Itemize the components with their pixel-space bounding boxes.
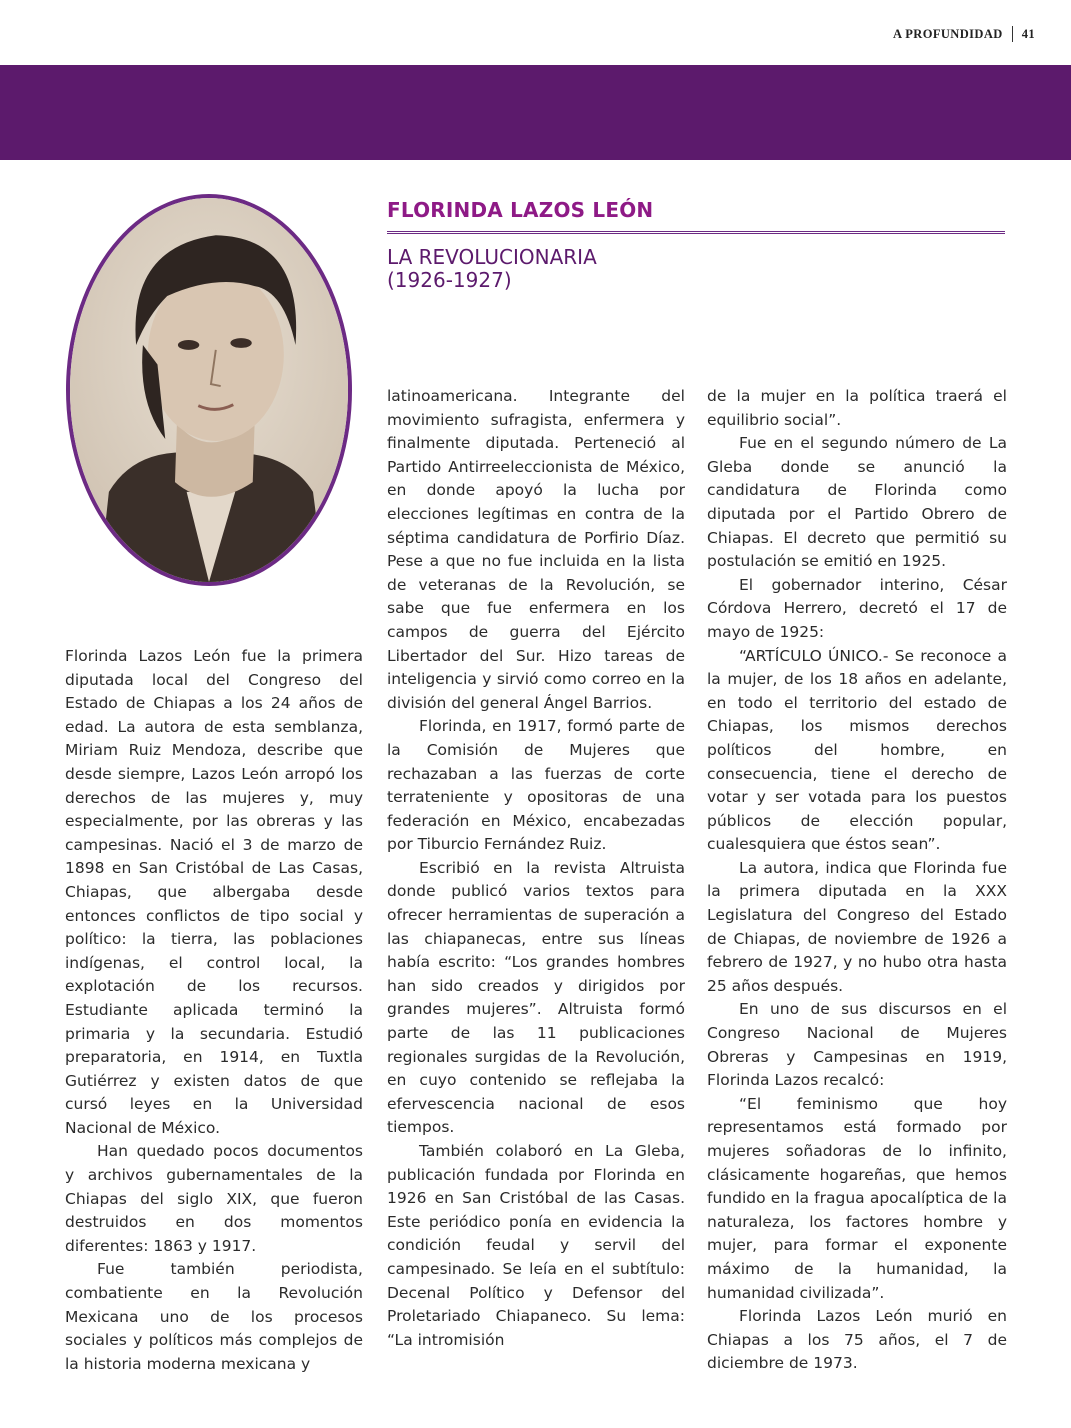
paragraph: Fue también periodista, combatiente en la Revolución Mexicana uno de los procesos sociales y políticos más complejos de la historia moderna mexicana y — [65, 1260, 363, 1373]
text-column-3 — [707, 385, 1007, 1376]
paragraph: Florinda, en 1917, formó parte de la Comisión de Mujeres que rechazaban a las fuerzas de corte terrateniente y opositoras de una federación en México, encabezadas por Tiburcio Fernández Ruiz. — [387, 717, 685, 854]
article-subtitle — [387, 246, 787, 292]
paragraph: de la mujer en la política traerá el equilibrio social”. — [707, 387, 1007, 429]
running-head — [893, 26, 1035, 42]
header-divider — [1012, 26, 1013, 42]
paragraph: La autora, indica que Florinda fue la primera diputada en la XXX Legislatura del Congreso del Estado de Chiapas, de noviembre de 1926 a febrero de 1927, y no hubo otra hasta 25 años después. — [707, 858, 1007, 995]
page-number: 41 — [1021, 26, 1035, 41]
paragraph: En uno de sus discursos en el Congreso Nacional de Mujeres Obreras y Campesinas en 1919, Florinda Lazos recalcó: — [707, 1000, 1007, 1090]
paragraph: “ARTÍCULO ÚNICO.- Se reconoce a la mujer, de los 18 años en adelante, en todo el territorio del estado de Chiapas, los mismos derechos políticos del hombre, en consecuencia, tiene el derecho de votar y ser votada para los puestos públicos de elección popular, cualesquiera que éstos sean”. — [707, 646, 1007, 854]
paragraph: latinoamericana. Integrante del movimiento sufragista, enfermera y finalmente diputada. Perteneció al Partido Antirreeleccionista de México, en donde apoyó la lucha por elecciones legítimas en contra de la séptima candidatura de Porfirio Díaz. Pese a que no fue incluida en la lista de veteranas de la Revolución, se sabe que fue enfermera en los campos de guerra del Ejército Libertador del Sur. Hizo tareas de inteligencia y sirvió como correo en la división del general Ángel Barrios. — [387, 387, 685, 712]
section-name: A PROFUNDIDAD — [892, 26, 1003, 41]
paragraph: El gobernador interino, César Córdova Herrero, decretó el 17 de mayo de 1925: — [707, 575, 1007, 641]
paragraph: Han quedado pocos documentos y archivos gubernamentales de la Chiapas del siglo XIX, que fueron destruidos en dos momentos diferentes: 1863 y 1917. — [65, 1142, 363, 1255]
subtitle-line: LA REVOLUCIONARIA — [387, 245, 597, 269]
text-column-2 — [387, 385, 685, 1352]
paragraph: Florinda Lazos León fue la primera diputada local del Congreso del Estado de Chiapas a los 24 años de edad. La autora de esta semblanza, Miriam Ruiz Mendoza, describe que desde siempre, Lazos León arropó los derechos de las mujeres y, muy especialmente, por las obreras y las campesinas. Nació el 3 de marzo de 1898 en San Cristóbal de Las Casas, Chiapas, que albergaba desde entonces conflictos de tipo social y político: la tierra, las poblaciones indígenas, el control local, la explotación de los recursos. Estudiante aplicada terminó la primaria y la secundaria. Estudió preparatoria, en 1914, en Tuxtla Gutiérrez y existen datos de que cursó leyes en la Universidad Nacional de México. — [65, 647, 363, 1137]
paragraph: Escribió en la revista Altruista donde publicó varios textos para ofrecer herramientas de superación a las chiapanecas, entre sus líneas había escrito: “Los grandes hombres han sido creados y dirigidos por grandes mujeres”. Altruista formó parte de las 11 publicaciones regionales surgidas de la Revolución, en cuyo contenido se reflejaba la efervescencia nacional de esos tiempos. — [387, 858, 685, 1137]
article-title: FLORINDA LAZOS LEÓN — [387, 198, 654, 222]
title-rule — [387, 231, 1005, 237]
subtitle-years: (1926-1927) — [387, 268, 512, 292]
paragraph: Fue en el segundo número de La Gleba donde se anunció la candidatura de Florinda como diputada por el Partido Obrero de Chiapas. El decreto que permitió su postulación se emitió en 1925. — [707, 434, 1007, 571]
paragraph: “El feminismo que hoy representamos está formado por mujeres soñadoras de lo infinito, clásicamente hogareñas, que hemos fundido en la fragua apocalíptica de la naturaleza, los factores hombre y mujer, para formar el exponente máximo de la humanidad, la humanidad civilizada”. — [707, 1094, 1007, 1302]
paragraph: También colaboró en La Gleba, publicación fundada por Florinda en 1926 en San Cristóbal de las Casas. Este periódico ponía en evidencia la condición feudal y servil del campesinado. Se leía en el subtítulo: Decenal Político y Defensor del Proletariado Chiapaneco. Su lema: “La intromisión — [387, 1142, 685, 1349]
header-band — [0, 65, 1071, 160]
portrait-photo — [66, 194, 352, 586]
paragraph: Florinda Lazos León murió en Chiapas a los 75 años, el 7 de diciembre de 1973. — [707, 1307, 1007, 1373]
text-column-1 — [65, 645, 363, 1376]
